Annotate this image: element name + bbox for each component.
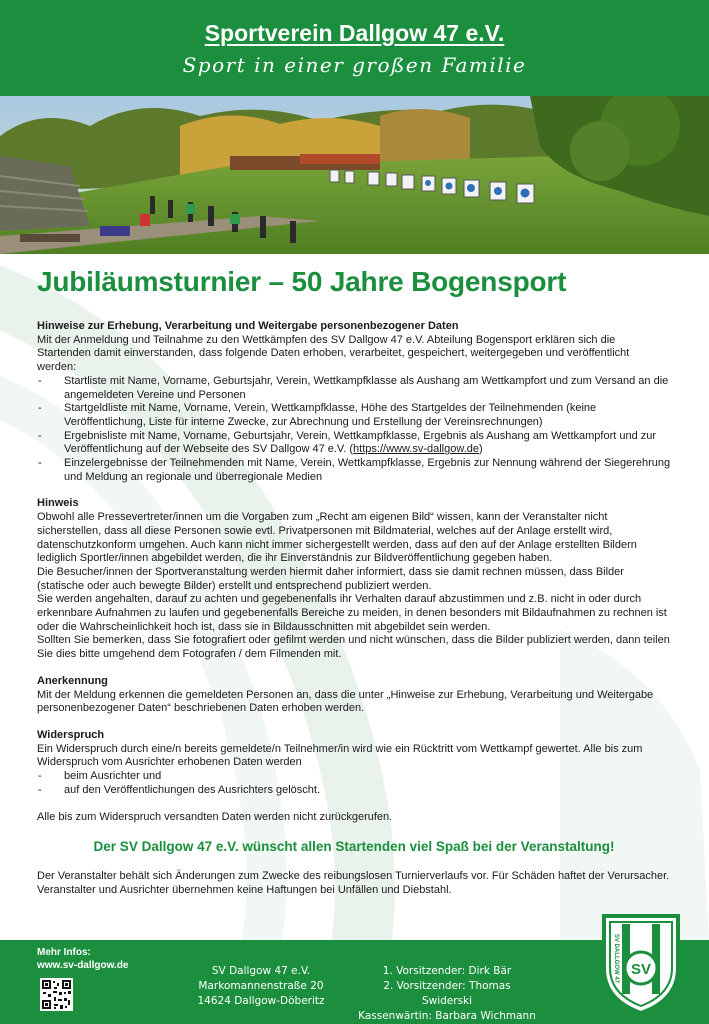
archery-field-photo [0,96,709,254]
logo-ring-text: SV DALLGOW 47 [613,934,619,984]
section-recognition-text: Mit der Meldung erkennen die gemeldeten Personen an, dass die unter „Hinweise zur Erhebung, Verarbeitung und Weitergabe personenbezogener Daten“ beschriebenen Daten erhoben werden. [37,688,654,715]
club-slogan: Sport in einer großen Familie [182,53,527,77]
disclaimer: Der Veranstalter behält sich Änderungen zum Zwecke des reibungslosen Turnierverlaufs vor. Für Schäden haftet der Verursacher. Veranstalter und Ausrichter übernehmen keine Haftungen bei Unfällen und Diebstahl. [37,870,670,896]
address-line: SV Dallgow 47 e.V. [211,965,311,977]
address-line: 14624 Dallgow-Döberitz [197,995,325,1007]
list-item: - Startgeldliste mit Name, Vorname, Verein, Wettkampfklasse, Höhe des Startgeldes der Teilnehmenden (keine Veröffentlichung, Liste für interne Zwecke, zur Abrechnung und Erstellung der Vereinsrechnungen) [37,402,671,429]
section-objection-title: Widerspruch [37,728,105,741]
wish-line: Der SV Dallgow 47 e.V. wünscht allen Startenden viel Spaß bei der Veranstaltung! [93,839,615,855]
more-info [37,946,129,972]
board-line: 2. Vorsitzender: Thomas Swiderski [383,980,511,1007]
list-item: - Einzelergebnisse der Teilnehmenden mit Name, Verein, Wettkampfklasse, Ergebnis zur Nennung während der Siegerehrung und Meldung an regionale und überregionale Medien [37,457,671,484]
list-item-text-end: ) [479,443,483,456]
address-block [196,964,326,1009]
club-logo-icon [600,912,682,1016]
address-line: Markomannenstraße 20 [198,980,324,992]
website-footer-link[interactable]: www.sv-dallgow.de [37,960,129,971]
qr-code-icon[interactable] [40,978,73,1011]
list-item-text: Ergebnisliste mit Name, Vorname, Geburtsjahr, Verein, Wettkampfklasse, Ergebnis als Aushang am Wettkampfort und zur Veröffentlichung auf der Webseite des SV Dallgow 47 e.V. ( [64,429,657,456]
section-notice-title: Hinweis [37,497,79,510]
content-area [37,262,671,898]
section-notice-paragraph: Sollten Sie bemerken, dass Sie fotografiert oder gefilmt werden und nicht wünschen, dass die Bilder publiziert werden, dann teilen Sie dies bitte umgehend dem Fotografen / dem Filmenden mit. [37,634,670,661]
section-data-processing-intro: Mit der Anmeldung und Teilnahme zu den Wettkämpfen des SV Dallgow 47 e.V. Abteilung Bogensport erklären sich die Startenden damit einverstanden, dass folgende Daten erhoben, verarbeitet, gespeichert, weitergegeben und veröffentlicht werden: [37,333,630,374]
page-title: Jubiläumsturnier – 50 Jahre Bogensport [37,266,567,297]
board-block [357,964,537,1024]
section-notice-paragraph: Sie werden angehalten, darauf zu achten und gegebenenfalls ihr Verhalten darauf abzustimmen und z.B. nicht in oder durch erkennbare Aufnahmen zu laufen und gegebenenfalls Bereiche zu meiden, in denen besonders mit Bildaufnahmen zu rechnen ist oder die Wahrscheinlichkeit hoch ist, dass sie in Bildausschnitten mit abgebildet sein werden. [37,593,667,633]
website-link[interactable]: https://www.sv-dallgow.de [353,443,479,456]
section-notice-paragraph: Obwohl alle Pressevertreter/innen um die Vorgaben zum „Recht am eigenen Bild“ wissen, kann der Veranstalter nicht sicherstellen, dass all diese Personen sowie evtl. Privatpersonen mit Bildmaterial, welches auf der Anlage erstellt wird, datenschutzkonform umgehen. Auch kann nicht immer sichergestellt werden, dass auf den auf der Anlage erstellten Bildern lediglich Sportler/innen abgebildet werden, die ihr Einverständnis zur Bildveröffentlichung gegeben haben. [37,511,637,565]
section-recognition-title: Anerkennung [37,674,108,687]
list-item: - Startliste mit Name, Vorname, Geburtsjahr, Verein, Wettkampfklasse als Aushang am Wettkampfort und zum Versand an die angemeldeten Vereine und Personen [37,375,671,402]
section-objection-closing: Alle bis zum Widerspruch versandten Daten werden nicht zurückgerufen. [37,810,393,823]
board-line: 1. Vorsitzender: Dirk Bär [382,965,512,977]
section-notice-paragraph: Die Besucher/innen der Sportveranstaltung werden hiermit daher informiert, dass sie damit rechnen müssen, dass Bilder (statische oder auch bewegte Bilder) erstellt und entsprechend publiziert werden. [37,565,624,592]
section-objection-text: Ein Widerspruch durch eine/n bereits gemeldete/n Teilnehmer/in wird wie ein Rücktritt vom Wettkampf gewertet. Alle bis zum Widerspruch vom Ausrichter erhobenen Daten werden [37,742,643,769]
more-info-label: Mehr Infos: [37,947,91,958]
data-list [37,375,671,485]
list-item: - beim Ausrichter und [37,770,671,784]
logo-badge: SV [630,961,652,978]
section-data-processing-title: Hinweise zur Erhebung, Verarbeitung und Weitergabe personenbezogener Daten [37,320,459,332]
objection-list [37,770,671,797]
board-line: Kassenwärtin: Barbara Wichmann [358,1010,536,1022]
list-item: - auf den Veröffentlichungen des Ausrichters gelöscht. [37,784,671,798]
club-title: Sportverein Dallgow 47 e.V. [204,20,505,46]
list-item [37,430,671,457]
